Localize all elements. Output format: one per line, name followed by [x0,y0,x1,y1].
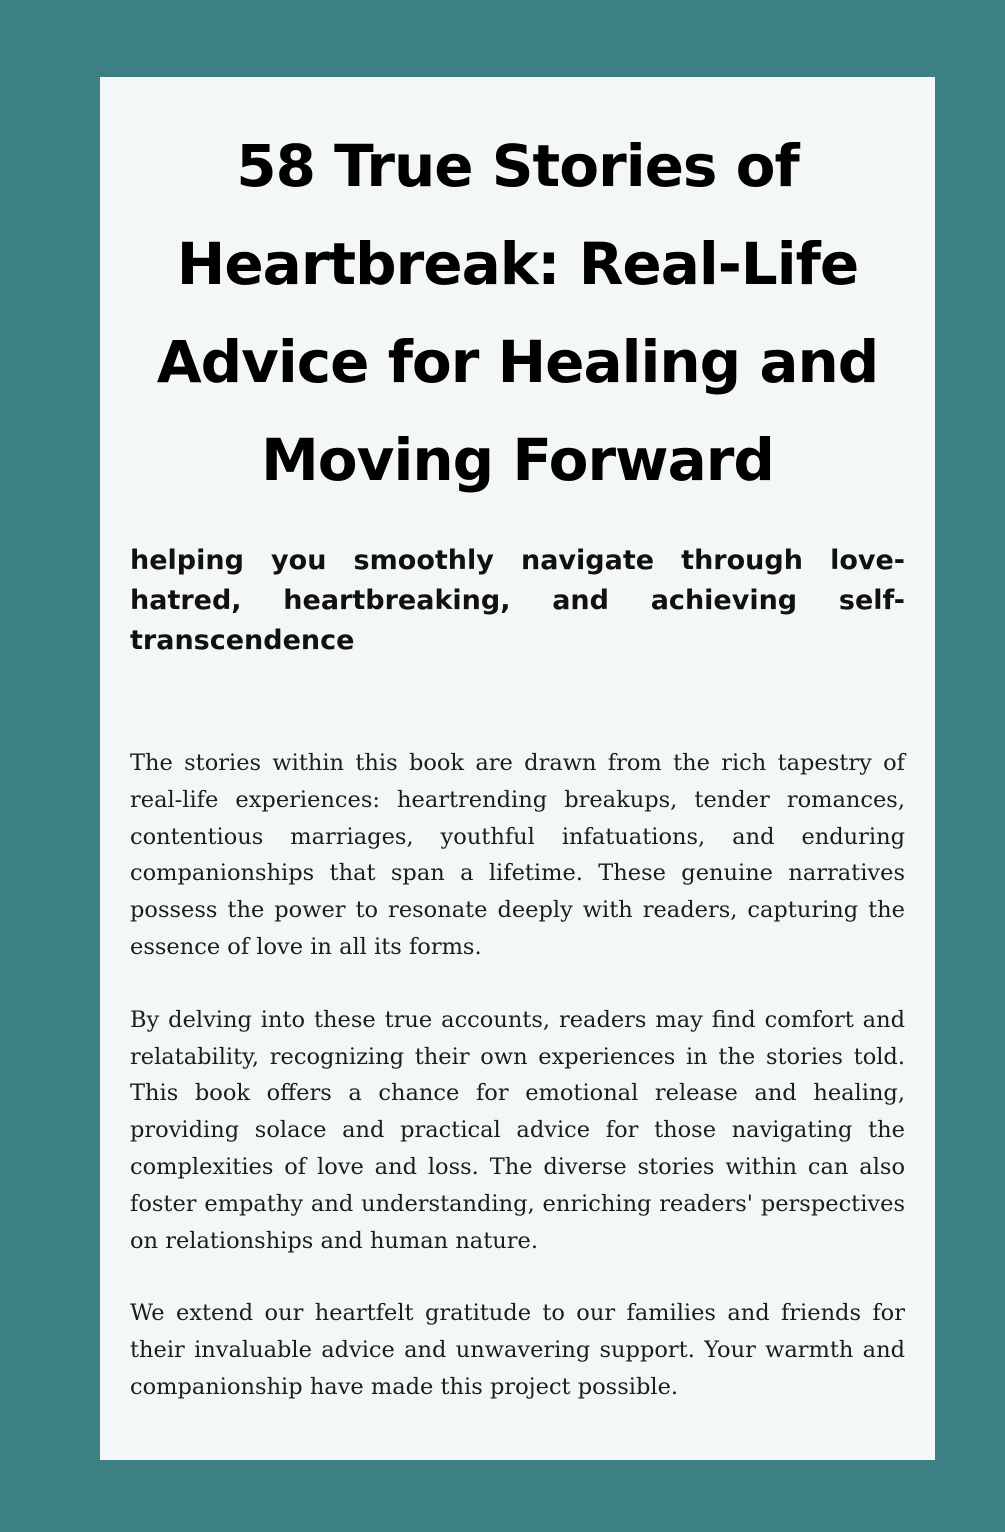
description-paragraph-2: By delving into these true accounts, readers may find comfort and relatability, recognizing their own experiences in the stories told. This book offers a chance for emotional release and healing, providing solace and practical advice for those navigating the complexities of love and loss. The diverse stories within can also foster empathy and understanding, enriching readers' perspectives on relationships and human nature. [130,1006,905,1254]
back-cover-panel [100,77,935,1460]
acknowledgement-paragraph: We extend our heartfelt gratitude to our families and friends for their invaluable advice and unwavering support. Your warmth and companionship have made this project possible. [130,1300,905,1400]
book-subtitle: helping you smoothly navigate through love-hatred, heartbreaking, and achieving self-transcendence [130,545,905,656]
book-title: 58 True Stories of Heartbreak: Real-Life Advice for Healing and Moving Forward [156,132,879,494]
description-paragraph-1: The stories within this book are drawn from the rich tapestry of real-life experiences: heartrending breakups, tender romances, contentious marriages, youthful infatuations, and enduring companionships that span a lifetime. These genuine narratives possess the power to resonate deeply with readers, capturing the essence of love in all its forms. [130,750,905,960]
